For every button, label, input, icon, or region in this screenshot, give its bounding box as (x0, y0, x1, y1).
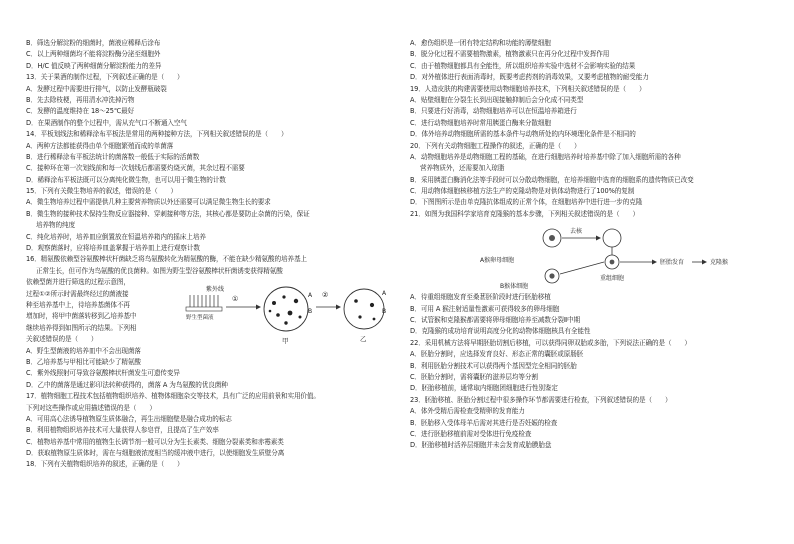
text-line: C．接种环在第一次划线前和每一次划线后都需要灼烧灭菌，其余过程不需要 (26, 164, 245, 173)
step-2-label: ② (322, 290, 329, 299)
text-line: B．只要进行好消毒，动物细胞培养可以在恒温培养箱进行 (410, 107, 577, 116)
text-line: C．植物培养基中常用的植物生长调节剂一般可以分为生长素类、细胞分裂素类和赤霉素类 (26, 437, 284, 446)
text-line: 继续培养得到如图所示的结果。下列相 (26, 323, 137, 332)
arrow-enucleate-head (596, 236, 601, 241)
text-line: B．采用胰蛋白酶消化法等手段时可以分散动物细胞，在培养细胞中选育的细胞系的遗传物质已改变 (410, 175, 694, 184)
text-line: D．克隆猴的成功培育说明高度分化的动物体细胞核具有全能性 (410, 327, 591, 336)
monkey-a-label: A猴卵母细胞 (480, 257, 515, 265)
step-1-label: ① (232, 294, 239, 303)
text-line: 下列对这些操作或应用描述错误的是（ ） (26, 403, 156, 412)
text-line: A．胚胎分割时，应选择发育良好、形态正常的囊胚或原肠胚 (410, 350, 584, 359)
text-line: B．先去除枝梗，再用清水冲洗掉污物 (26, 95, 135, 104)
enucleated-oocyte (603, 229, 621, 247)
text-line: A．愈伤组织是一团有特定结构和功能的薄壁细胞 (410, 39, 551, 47)
question-22: 22．采用机械方法将早期胚胎切割后移植，可以获得同卵双胎或多胎，下列说法正确的是（ ） (410, 338, 691, 347)
arrow-2-head (336, 304, 341, 309)
text-line: 增加时，将甲中菌落转移到乙培养基中 (26, 312, 137, 321)
question-21: 21．如图为我国科学家培育克隆猴的基本步骤，下列相关叙述错误的是（ ） (410, 209, 639, 218)
text-line: D．下图图所示是由单克隆抗体组成的正常个体，在细胞培养中进行进一步的克隆 (410, 198, 643, 207)
plate-yi (344, 289, 387, 329)
question-20: 20．下列有关动物细胞工程操作的叙述，正确的是（ ） (410, 141, 581, 150)
text-line: D．胚胎移植时活养层细胞并未会发育成胎膜胎盘 (410, 441, 552, 450)
develop-label: 胚胎发育 (660, 259, 685, 267)
text-line: A．微生物培养过程中需提供几种主要营养物质以外还需要可以满足微生物生长的要求 (26, 198, 271, 207)
question-19: 19．人造皮肤的构建需要使用动物细胞培养技术，下列相关叙述错误的是（ ） (410, 84, 646, 93)
oocyte-nucleus (549, 235, 555, 241)
colony-a-label-2: A (382, 289, 387, 297)
text-line: A．发酵过程中需要进行排气，以防止发酵瓶破裂 (26, 84, 167, 93)
mutagenesis-figure (176, 283, 392, 353)
cloning-figure-wrap (410, 220, 776, 292)
text-line: D．H/C 值反映了两种细菌分解淀粉能力的差异 (26, 61, 162, 70)
text-line: 关叙述错误的是（ ） (26, 335, 98, 344)
arrow-nucleus-transfer (560, 262, 604, 274)
text-line: C．胚胎分割时，需将囊胚的滋养层均等分割 (410, 372, 538, 381)
text-line: D．获取植物原生质体时，需在与细胞液浓度相当的缓冲液中进行，以使细胞发生质壁分离 (26, 449, 285, 458)
text-line: B．利用植物组织培养技术可大量获得人参皂苷，且提高了生产效率 (26, 426, 219, 435)
plate-jia-label: 甲 (282, 336, 289, 345)
q16-figure-wrap (26, 285, 392, 346)
text-line: A．两种方法都能获得由单个细胞繁殖而成的单菌落 (26, 141, 174, 150)
text-line: B．利用胚胎分割技术可以获得两个基因型完全相同的胚胎 (410, 361, 577, 370)
text-line: 过程①②所示时需最终经过的菌液接 (26, 289, 129, 298)
text-line: A．体外受精后需检查受精卵的发育能力 (410, 407, 525, 416)
arrow-result-head (702, 260, 707, 265)
colony-b-label-1: B (308, 307, 313, 315)
text-line: A．野生型菌液的培养皿中不会出现菌落 (26, 346, 141, 355)
text-line: 种至培养基中上，待培养基菌体不再 (26, 300, 130, 309)
enucleate-label: 去核 (570, 228, 583, 236)
text-line: 营养物质外，还需要加入琼脂 (420, 164, 505, 173)
monkey-b-label: B猴体细胞 (500, 283, 529, 291)
text-line: C．紫外线照射可导致谷氨酸棒状杆菌发生可遗传变异 (26, 369, 180, 378)
text-line: D．胚胎移植前，通常取内细胞团细胞进行性别鉴定 (410, 384, 558, 393)
culture-tube (186, 307, 222, 311)
text-line: C．进行动物细胞培养时常用胰蛋白酶来分散细胞 (410, 118, 551, 127)
text-line: B．筛选分解淀粉的细菌时，菌液应稀释后涂布 (26, 39, 161, 47)
text-line: D．对外植体进行表面消毒时，既要考虑药剂的消毒效果，又要考虑植物的耐受能力 (410, 73, 649, 82)
text-line: D．体外培养动物细胞所需的基本条件与动物所处的内环境理化条件是不相同的 (410, 130, 636, 139)
question-23: 23．胚胎移植、胚胎分割过程中很多操作环节都需要进行检查，下列叙述错误的是（ ） (410, 395, 672, 404)
text-line: B．进行稀释涂布平板法统计的菌落数一般低于实际的活菌数 (26, 152, 200, 161)
text-line: B．乙培养基与甲相比可能缺少了精氨酸 (26, 357, 141, 366)
left-column (26, 38, 392, 471)
text-line: B．脱分化过程不需要植物激素，植物激素只在再分化过程中发挥作用 (410, 50, 610, 59)
question-14: 14．平板划线法和稀释涂布平板法是常用的两种接种方法，下列相关叙述错误的是（ ） (26, 130, 288, 139)
text-line: B．微生物的接种技术保持生物反应器接种、穿刺接种等方法，其核心都是要防止杂菌的污染，保证 (26, 209, 310, 218)
text-line: A．动物细胞培养是动物细胞工程的基础，在进行细胞培养时培养基中除了加入细胞所需的各种 (410, 152, 681, 161)
cloning-figure (440, 224, 760, 292)
text-line: B．可用 A 猴注射适量性激素可获得较多的卵母细胞 (410, 304, 560, 313)
text-line: C．纯化培养时，培养皿应倒置放在恒温培养箱内的摇床上培养 (26, 232, 206, 241)
text-line: 正常生长，但可作为鸟氨酸的优良菌种。如图为野生型谷氨酸棒状杆菌诱变获得精氨酸 (36, 266, 283, 275)
text-line: 依赖型菌并进行筛选的过程示意图， (26, 278, 130, 287)
right-column (410, 38, 776, 452)
somatic-nucleus (549, 274, 554, 279)
arrow-develop-head (652, 260, 657, 265)
recombined-nucleus (610, 260, 615, 265)
text-line: A．可用高心法诱导植物原生质体融合，再生出细胞壁是融合成功的标志 (26, 414, 232, 423)
text-line: D．在果酒制作的整个过程中，需从充气口不断通入空气 (26, 118, 187, 127)
text-line: 培养物的纯度 (36, 221, 75, 230)
question-18: 18．下列有关植物组织培养的叙述，正确的是（ ） (26, 460, 184, 469)
text-line: C．试管猴和克隆猴都需要将卵母细胞培养至减数分裂Ⅱ中期 (410, 316, 580, 325)
uv-label: 紫外线 (206, 285, 225, 293)
question-13: 13．关于果酒的制作过程，下列叙述正确的是（ ） (26, 73, 184, 82)
colony-a-label-1: A (308, 291, 313, 299)
arrow-1-head (256, 304, 261, 309)
text-line: C．进行胚胎移植前需对受体进行免疫检查 (410, 429, 532, 438)
question-15: 15．下列有关微生物培养的叙述，错误的是（ ） (26, 187, 178, 196)
text-line: A．贴壁细胞在分裂生长到出现接触抑制后会分化成不同类型 (410, 95, 584, 104)
text-line: C．用动物体细胞核移植方法生产的克隆动物是对供体动物进行了100%的复制 (410, 187, 635, 196)
recombined-label: 重组细胞 (600, 275, 625, 283)
text-line: A．待重组细胞发育至桑葚胚阶段时进行胚胎移植 (410, 293, 551, 302)
uv-rays (190, 295, 218, 307)
strain-label: 野生型菌液 (186, 314, 214, 321)
plate-yi-label: 乙 (360, 334, 367, 343)
colony-b-label-2: B (382, 307, 387, 315)
text-line: D．乙中的菌落是通过影印法转种获得的，菌落 A 为鸟氨酸的优良菌种 (26, 380, 228, 389)
text-line: D．观察菌落时，应将培养皿盖掌握于培养皿上进行观察计数 (26, 244, 200, 253)
question-17: 17．植物细胞工程技术包括植物组织培养、植物体细胞杂交等技术，具有广泛的应用前景和实用价值。 (26, 392, 320, 401)
text-line: C．以上两种细菌均不能将淀粉酶分泌至细胞外 (26, 50, 161, 59)
question-16: 16．精氨酸依赖型谷氨酸棒状杆菌缺乏将鸟氨酸转化为精氨酸的酶，不能在缺少精氨酸的培养基上 (26, 255, 307, 264)
result-label: 克隆猴 (710, 259, 729, 267)
text-line: C．由于植物细胞都具有全能性，所以组织培养实验中选材不会影响实验的结果 (410, 61, 636, 70)
text-line: D．稀释涂布平板法既可以分离纯化微生物，也可以用于微生物的计数 (26, 175, 226, 184)
text-line: C．发酵的温度维持在 18～25℃最好 (26, 107, 135, 116)
text-line: B．胚胎移入受体母羊后需对其进行是否妊娠的检查 (410, 418, 558, 427)
